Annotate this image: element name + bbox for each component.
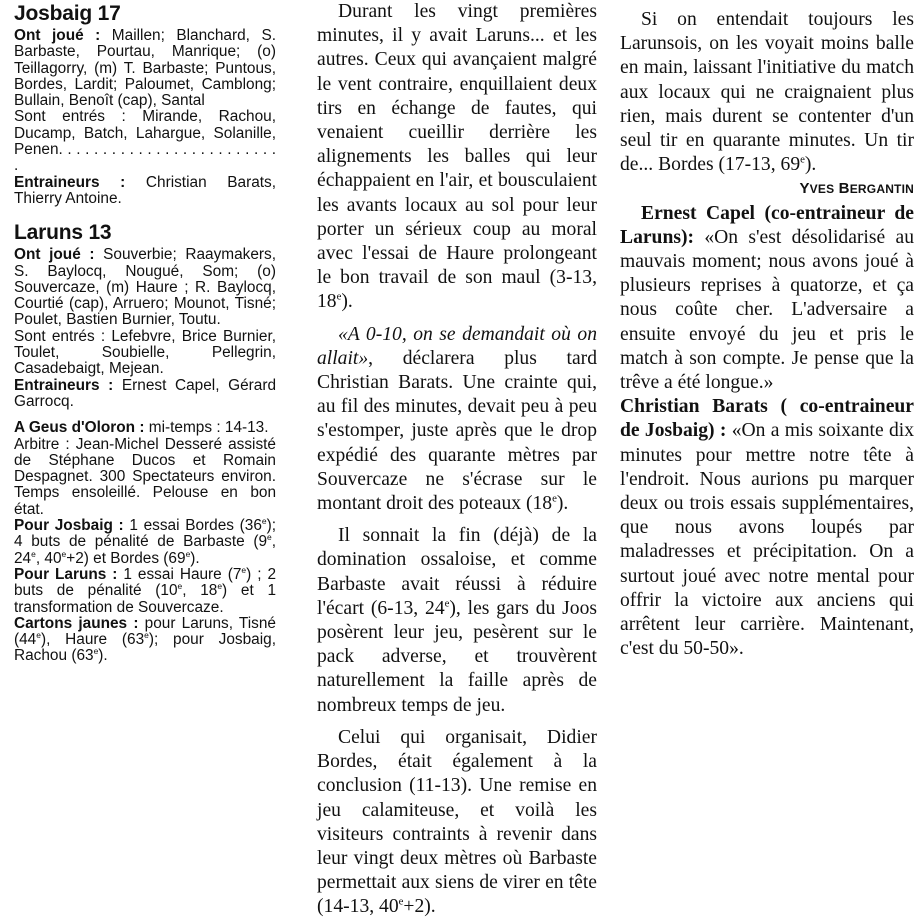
josbaig-coaches (14, 175, 276, 208)
capel-quote (620, 202, 914, 396)
spacer (14, 207, 276, 217)
laruns-sont-entres-label: Sont entrés : (14, 327, 106, 345)
josbaig-scorers-text: 1 essai Bordes (36e); 4 buts de pénalité de Barbaste (9e, 24e, $40^e+2$) et Bordes (69e). (14, 515, 276, 567)
josbaig-entraineurs-text: Christian Barats, Thierry Antoine. (14, 173, 276, 207)
capel-text: «On s'est désolidarisé au mauvais moment; nous avons joué à plusieurs reprises à quatorze, et ça nous coûte cher. L'adversaire a ensuite envoyé du jeu et pris le match à son compte. Je pense que la trêve a été longue.» (620, 226, 914, 394)
match-venue-text: mi-temps : 14-13. (144, 419, 269, 437)
author-first-name: YVES (799, 180, 835, 198)
barats-text: «On a mis soixante dix minutes pour mettre notre tête à l'endroit. Nous aurions pu marquer deux ou trois essais supplémentaires, que nous avons loupés par maladresses et précipitation. On a surtout joué avec notre mental pour offrir la victoire aux anciens qui arrêtent leur carrière. Maintenant, c'est du 50-50». (620, 420, 914, 660)
josbaig-subs (14, 109, 276, 174)
josbaig-ont-joue-text: Maillen; Blanchard, S. Barbaste, Pourtau, Manrique; (o) Teillagorry, (m) T. Barbaste; Puntous, Bordes, Lardit; Paloumet, Camblong; Bullain, Benoît (cap), Santal (14, 27, 276, 110)
josbaig-scorers-label: Pour Josbaig : (14, 517, 124, 535)
yellow-cards-text: pour Laruns, Tisné (44e), Haure (63e); pour Josbaig, Rachou (63e). (14, 614, 276, 665)
josbaig-sont-entres-label: Sont entrés : (14, 108, 126, 126)
article-paragraph-2 (317, 323, 597, 517)
yellow-cards-label: Cartons jaunes : (14, 614, 139, 632)
laruns-scorers-text: 1 essai Haure (7e) ; 2 buts de pénalité (10e, 18e) et 1 transformation de Souvercaze. (14, 564, 277, 616)
barats-name: Christian Barats ( co-entraineur de Josbaig) : (620, 396, 914, 442)
laruns-subs (14, 329, 276, 378)
josbaig-lineup (14, 28, 276, 109)
article-paragraph-2-text: , déclarera plus tard Christian Barats. Une crainte qui, au fil des minutes, devait peu à peu s'estomper, juste après que le drop expédié des quarante mètres par Souvercaze ne s'écrase sur le montant droit des poteaux (18e). (317, 347, 597, 515)
barats-quote (620, 395, 914, 661)
article-quote: «A 0-10, on se demandait où on allait» (317, 323, 597, 369)
laruns-title: Laruns 13 (14, 221, 112, 245)
laruns-ont-joue-label: Ont joué : (14, 246, 95, 264)
match-referee: Arbitre : Jean-Michel Desseré assisté de Stéphane Ducos et Romain Despagnet. 300 Spectateurs environ. Temps ensoleillé. Pelouse en bon état. (14, 435, 276, 518)
yellow-cards (14, 616, 276, 665)
author-signature (620, 177, 914, 201)
laruns-ont-joue-text: Souverbie; Raaymakers, S. Baylocq, Nougué, Som; (o) Souvercaze, (m) Haure ; R. Baylocq, Courtié (cap), Arruero; Mounot, Tisné; Poulet, Bastien Burnier, Toutu. (14, 246, 276, 329)
article-column-2 (620, 0, 914, 661)
author-last-name: BERGANTIN (838, 180, 914, 198)
article-column-1 (317, 0, 597, 920)
josbaig-sont-entres-text: Mirande, Rachou, Ducamp, Batch, Lahargue, Solanille, Penen. . . . . . . . . . . . . . . . . . . . . . . . . . (14, 108, 276, 175)
match-venue-label: A Geus d'Oloron : (14, 419, 145, 437)
match-venue (14, 420, 276, 436)
article-paragraph-1: Durant les vingt premières minutes, il y avait Laruns... et les autres. Ceux qui avançaient malgré le vent contraire, enquillaient deux tirs en échange de fautes, qui venaient cueillir derrière les alignements les balles qui leur échappaient en l'air, et bousculaient les avants locaux au sol pour leur porter un sérieux coup au moral avec l'essai de Haure prolongeant le bon travail de son maul (3-13, 18e). (317, 1, 597, 313)
laruns-lineup (14, 247, 276, 328)
josbaig-scorers (14, 515, 276, 567)
josbaig-ont-joue-label: Ont joué : (14, 27, 101, 44)
laruns-entraineurs-text: Ernest Capel, Gérard Garrocq. (14, 376, 276, 410)
laruns-sont-entres-text: Lefebvre, Brice Burnier, Toulet, Soubielle, Pellegrin, Casadebaigt, Mejean. (14, 327, 277, 378)
laruns-coaches (14, 378, 276, 411)
laruns-entraineurs-label: Entraineurs : (14, 376, 114, 394)
team-sheets-column (14, 0, 276, 665)
josbaig-title: Josbaig 17 (14, 2, 121, 25)
capel-name: Ernest Capel (co-entraineur de Laruns): (620, 202, 914, 248)
article-paragraph-3: Il sonnait la fin (déjà) de la domination ossaloise, et comme Barbaste avait réussi à réduire l'écart (6-13, 24e), les gars du Joos posèrent leur jeu, pesèrent sur le pack adverse, et trouvèrent naturellement la faille après de nombreux temps de jeu. (317, 525, 597, 716)
laruns-scorers-label: Pour Laruns : (14, 565, 118, 583)
article-paragraph-4: Celui qui organisait, Didier Bordes, était également à la conclusion (11-13). Une remise en jeu calamiteuse, et voilà les visiteurs contraints à revenir dans leur vingt deux mètres où Barbaste permettait aux siens de virer en tête (14-13, $40^e+2$). (317, 726, 597, 918)
laruns-scorers (14, 564, 277, 616)
josbaig-entraineurs-label: Entraineurs : (14, 173, 126, 191)
article-paragraph-5: Si on entendait toujours les Larunsois, on les voyait moins balle en main, laissant l'initiative du match aux locaux qui ne craignaient plus rien, mais durent se contenter d'un seul tir en quarante minutes. Un tir de... Bordes (17-13, 69e). (620, 9, 914, 176)
